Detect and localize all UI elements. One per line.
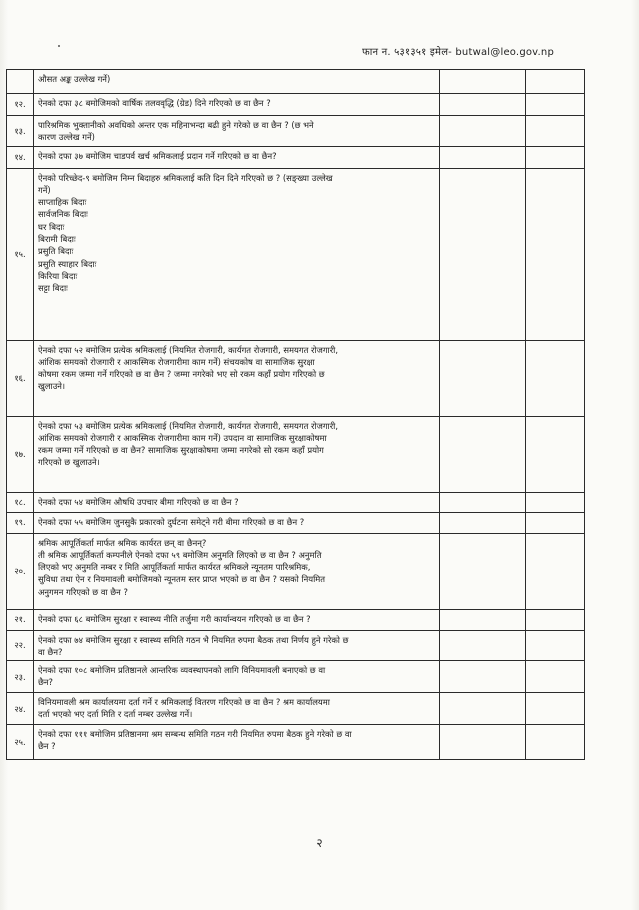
- row-number: २१.: [7, 609, 34, 630]
- question-text-line: आंशिक समयको रोजगारी र आकस्मिक रोजगारीमा काम गर्ने) संचयकोष वा सामाजिक सुरक्षा: [38, 356, 315, 367]
- remarks-cell[interactable]: [526, 94, 585, 116]
- checklist-row: [7, 512, 585, 533]
- row-number: १२.: [7, 94, 34, 116]
- question-text-line: कारण उल्लेख गर्ने): [38, 132, 95, 143]
- checklist-row: [7, 609, 585, 630]
- question-text-line: कोषमा रकम जम्मा गर्ने गरिएको छ वा छैन ? जम्मा नगरेको भए सो रकम कहाँ प्रयोग गरिएको छ: [38, 369, 325, 380]
- question-text-line: वा छैन?: [38, 646, 63, 657]
- checklist-row: [7, 168, 585, 340]
- question-cell: [34, 94, 440, 116]
- question-text-line: ऐनको दफा १११ बमोजिम प्रतिष्ठानमा श्रम सम्बन्ध समिति गठन गरी नियमित रुपमा बैठक हुने गरेको छ वा: [38, 729, 352, 740]
- page-number: २: [316, 836, 323, 850]
- remarks-cell[interactable]: [526, 609, 585, 630]
- question-cell: [34, 661, 440, 693]
- question-cell: [34, 693, 440, 725]
- row-number: १५.: [7, 168, 34, 340]
- question-cell: [34, 168, 440, 340]
- checklist-row: [7, 693, 585, 725]
- question-text-line: ती श्रमिक आपूर्तिकर्ता कम्पनीले ऐनको दफा ५९ बमोजिम अनुमति लिएको छ वा छैन ? अनुमति: [38, 549, 322, 560]
- row-number: १३.: [7, 116, 34, 147]
- row-number: १७.: [7, 416, 34, 492]
- remarks-cell[interactable]: [526, 416, 585, 492]
- question-text-line: किरिया बिदाः: [38, 270, 78, 281]
- remarks-cell[interactable]: [526, 533, 585, 609]
- contact-header: फान न. ५३१३५१ इमेल- butwal@leo.gov.np: [362, 47, 554, 58]
- checklist-row: [7, 116, 585, 147]
- question-cell: [34, 416, 440, 492]
- question-text-line: श्रमिक आपूर्तिकर्ता मार्फत श्रमिक कार्यरत छन् वा छैनन्?: [38, 537, 207, 548]
- checklist-row: [7, 70, 585, 94]
- answer-cell[interactable]: [440, 725, 526, 760]
- question-cell: [34, 70, 440, 94]
- question-text-line: ऐनको परिच्छेद-९ बमोजिम निम्न बिदाहरु श्रमिकलाई कति दिन दिने गरिएको छ ? (सङ्ख्या उल्लेख: [38, 172, 333, 183]
- question-cell: [34, 609, 440, 630]
- question-text-line: गर्ने): [38, 184, 51, 195]
- question-text-line: छैन?: [38, 677, 53, 688]
- question-text-line: दर्ता भएको भए दर्ता मिति र दर्ता नम्बर उल्लेख गर्ने।: [38, 709, 193, 720]
- checklist-table: [6, 69, 585, 760]
- checklist-row: [7, 94, 585, 116]
- question-text-line: ऐनको दफा ५४ बमोजिम औषधि उपचार बीमा गरिएको छ वा छैन ?: [38, 496, 239, 507]
- question-text-line: साप्ताहिक बिदाः: [38, 197, 87, 208]
- answer-cell[interactable]: [440, 116, 526, 147]
- question-text-line: पारिश्रमिक भुक्तानीको अवधिको अन्तर एक महिनाभन्दा बढी हुने गरेको छ वा छैन ? (छ भने: [38, 120, 314, 130]
- scan-speck: [58, 45, 60, 47]
- question-text-line: सुविधा तथा ऐन र नियमावली बमोजिमको न्यूनतम स्तर प्राप्त भएको छ वा छैन ? यसको नियमित: [38, 574, 326, 585]
- question-text-line: लिएको भए अनुमति नम्बर र मिति आपूर्तिकर्ता मार्फत कार्यरत श्रमिकले न्यूनतम पारिश्रमिक,: [38, 562, 311, 573]
- row-number: १६.: [7, 340, 34, 416]
- answer-cell[interactable]: [440, 492, 526, 512]
- question-cell: [34, 725, 440, 760]
- question-text-line: औसत अङ्क उल्लेख गर्ने): [38, 74, 111, 84]
- question-text-line: आंशिक समयको रोजगारी र आकस्मिक रोजगारीमा काम गर्ने) उपदान वा सामाजिक सुरक्षाकोषमा: [38, 432, 327, 443]
- question-text-line: सट्टा बिदाः: [38, 283, 68, 294]
- answer-cell[interactable]: [440, 630, 526, 661]
- row-number: १९.: [7, 512, 34, 533]
- checklist-row: [7, 630, 585, 661]
- row-number: २०.: [7, 533, 34, 609]
- answer-cell[interactable]: [440, 661, 526, 693]
- question-cell: [34, 146, 440, 168]
- question-cell: [34, 512, 440, 533]
- question-text-line: ऐनको दफा ३८ बमोजिमको वार्षिक तलववृद्धि (ग्रेड) दिने गरिएको छ वा छैन ?: [38, 98, 271, 108]
- remarks-cell[interactable]: [526, 725, 585, 760]
- remarks-cell[interactable]: [526, 116, 585, 147]
- row-number: २४.: [7, 693, 34, 725]
- row-number: १४.: [7, 146, 34, 168]
- answer-cell[interactable]: [440, 146, 526, 168]
- checklist-row: [7, 146, 585, 168]
- answer-cell[interactable]: [440, 70, 526, 94]
- answer-cell[interactable]: [440, 94, 526, 116]
- remarks-cell[interactable]: [526, 693, 585, 725]
- remarks-cell[interactable]: [526, 492, 585, 512]
- question-text-line: ऐनको दफा ६८ बमोजिम सुरक्षा र स्वास्थ्य नीति तर्जुमा गरी कार्यान्वयन गरिएको छ वा छैन ?: [38, 613, 311, 624]
- checklist-row: [7, 725, 585, 760]
- answer-cell[interactable]: [440, 533, 526, 609]
- answer-cell[interactable]: [440, 416, 526, 492]
- checklist-row: [7, 416, 585, 492]
- checklist-row: [7, 492, 585, 512]
- checklist-row: [7, 533, 585, 609]
- row-number: २५.: [7, 725, 34, 760]
- checklist-row: [7, 661, 585, 693]
- row-number: २३.: [7, 661, 34, 693]
- question-text-line: विनियमावली श्रम कार्यालयमा दर्ता गर्ने र श्रमिकलाई वितरण गरिएको छ वा छैन ? श्रम कार्यालयमा: [38, 697, 330, 708]
- answer-cell[interactable]: [440, 609, 526, 630]
- question-text-line: रकम जम्मा गर्ने गरिएको छ वा छैन? सामाजिक सुरक्षाकोषमा जम्मा नगरेको सो रकम कहाँ प्रयोग: [38, 445, 324, 456]
- question-text-line: ऐनको दफा ७४ बमोजिम सुरक्षा र स्वास्थ्य समिति गठन भै नियमित रुपमा बैठक तथा निर्णय हुने गरेको छ: [38, 634, 349, 645]
- question-text-line: ऐनको दफा ३७ बमोजिम चाडपर्व खर्च श्रमिकलाई प्रदान गर्ने गरिएको छ वा छैन?: [38, 150, 277, 161]
- question-text-line: प्रसुति स्याहार बिदाः: [38, 258, 97, 269]
- answer-cell[interactable]: [440, 340, 526, 416]
- remarks-cell[interactable]: [526, 340, 585, 416]
- remarks-cell[interactable]: [526, 168, 585, 340]
- row-number: [7, 70, 34, 94]
- question-cell: [34, 630, 440, 661]
- question-cell: [34, 340, 440, 416]
- answer-cell[interactable]: [440, 693, 526, 725]
- question-text-line: बिरामी बिदाः: [38, 234, 76, 245]
- question-text-line: ऐनको दफा ५२ बमोजिम प्रत्येक श्रमिकलाई (नियमित रोजगारी, कार्यगत रोजगारी, समयगत रोजगारी,: [38, 344, 338, 355]
- checklist-row: [7, 340, 585, 416]
- remarks-cell[interactable]: [526, 146, 585, 168]
- question-text-line: ऐनको दफा ५५ बमोजिम जुनसुकै प्रकारको दुर्घटना समेट्ने गरी बीमा गरिएको छ वा छैन ?: [38, 516, 305, 527]
- question-text-line: गरिएको छ खुलाउने।: [38, 457, 100, 468]
- answer-cell[interactable]: [440, 512, 526, 533]
- question-text-line: सार्वजनिक बिदाः: [38, 209, 88, 220]
- remarks-cell[interactable]: [526, 70, 585, 94]
- question-cell: [34, 116, 440, 147]
- question-cell: [34, 492, 440, 512]
- question-text-line: छैन ?: [38, 741, 56, 752]
- row-number: १८.: [7, 492, 34, 512]
- question-text-line: ऐनको दफा १०८ बमोजिम प्रतिष्ठानले आन्तरिक व्यवस्थापनको लागि विनियमावली बनाएको छ वा: [38, 665, 326, 676]
- question-text-line: अनुगमन गरिएको छ वा छैन ?: [38, 586, 128, 597]
- question-text-line: खुलाउने।: [38, 381, 66, 392]
- question-text-line: घर बिदाः: [38, 221, 65, 232]
- question-cell: [34, 533, 440, 609]
- remarks-cell[interactable]: [526, 661, 585, 693]
- answer-cell[interactable]: [440, 168, 526, 340]
- question-text-line: प्रसुति बिदाः: [38, 246, 74, 257]
- remarks-cell[interactable]: [526, 630, 585, 661]
- question-text-line: ऐनको दफा ५३ बमोजिम प्रत्येक श्रमिकलाई (नियमित रोजगारी, कार्यगत रोजगारी, समयगत रोजगारी,: [38, 420, 338, 431]
- row-number: २२.: [7, 630, 34, 661]
- remarks-cell[interactable]: [526, 512, 585, 533]
